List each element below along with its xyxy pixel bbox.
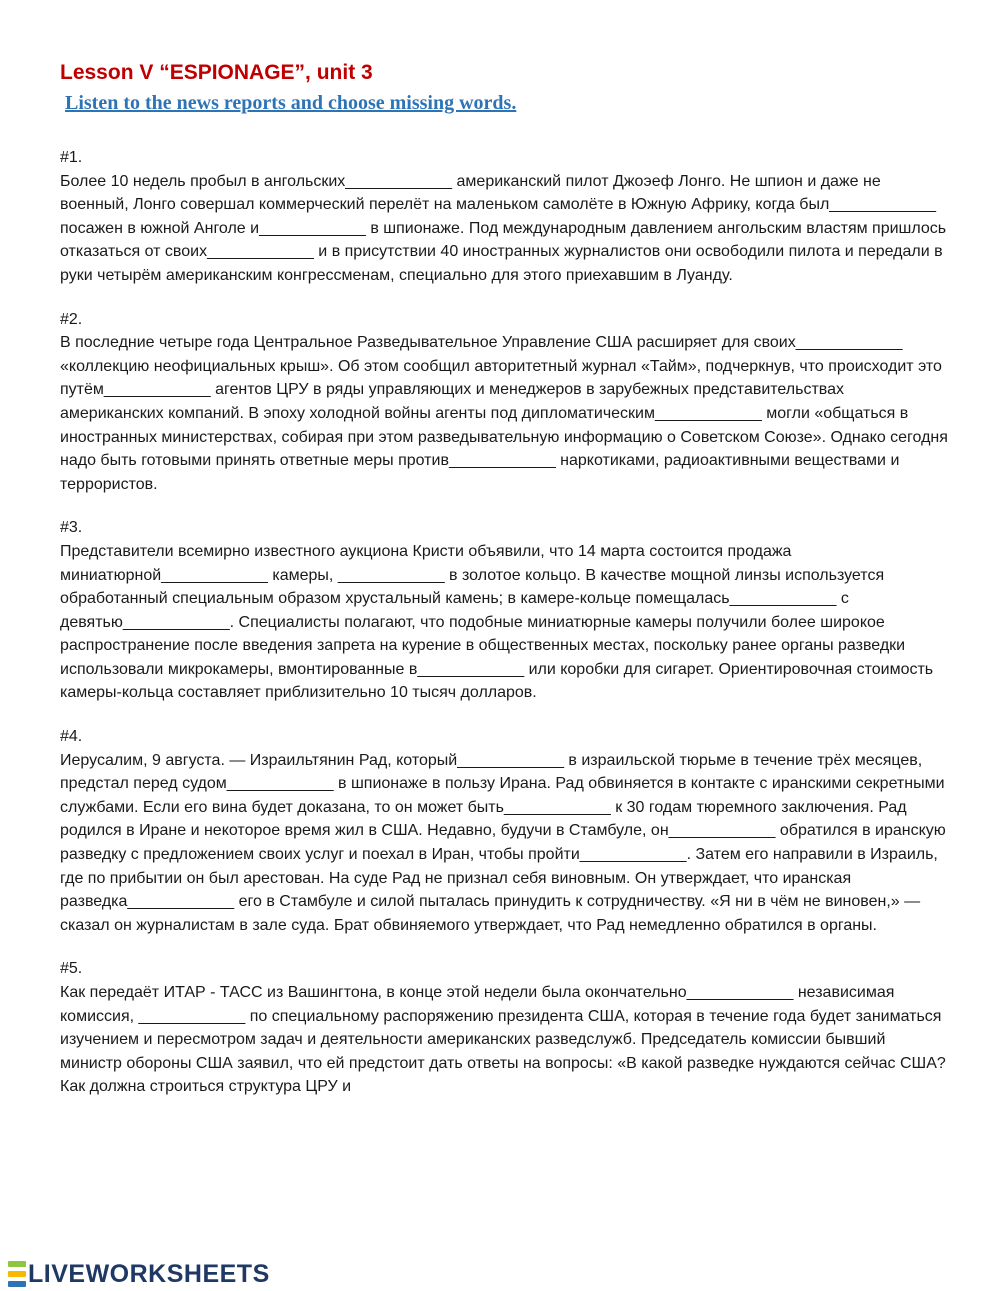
section-number: #3. bbox=[60, 519, 83, 537]
section-text: Представители всемирно известного аукциона Кристи объявили, что 14 марта состоится продажа миниатюрной____________ камеры, ____________ в золотое кольцо. В качестве мощной линзы используется обработанный специальным образом хрустальный камень; в камере-кольце помещалась____________ с девятью____________. Специалисты полагают, что подобные миниатюрные камеры получили более широкое распространение после введения запрета на курение в общественных местах, поскольку ранее органы разведки использовали микрокамеры, вмонтированные в____________ или коробки для сигарет. Ориентировочная стоимость камеры-кольца составляет приблизительно 10 тысяч долларов. bbox=[60, 542, 934, 702]
section-number: #4. bbox=[60, 728, 83, 746]
section-5 bbox=[60, 957, 950, 1099]
section-number: #2. bbox=[60, 310, 83, 328]
liveworksheets-icon bbox=[8, 1261, 26, 1287]
section-number: #1. bbox=[60, 149, 83, 166]
logo-text: LIVEWORKSHEETS bbox=[28, 1259, 270, 1288]
section-text: Как передаёт ИТАР - ТАСС из Вашингтона, в конце этой недели была окончательно____________ независимая комиссия, ____________ по специальному распоряжению президента США, которая в течение года будет заниматься изучением и пересмотром задач и деятельности американских разведслужб. Председатель комиссии бывший министр обороны США заявил, что ей предстоит дать ответы на вопросы: «В какой разведке нуждаются сейчас США? Как должна строиться структура ЦРУ и bbox=[60, 984, 946, 1096]
lesson-title: Lesson V “ESPIONAGE”, unit 3 bbox=[60, 61, 373, 84]
section-4 bbox=[60, 725, 950, 937]
section-1 bbox=[60, 146, 950, 288]
section-text: Иерусалим, 9 августа. — Израильтянин Рад, который____________ в израильской тюрьме в течение трёх месяцев, предстал перед судом____________ в шпионаже в пользу Ирана. Рад обвиняется в контакте с иранскими секретными службами. Если его вина будет доказана, то он может быть____________ к 30 годам тюремного заключения. Рад родился в Иране и некоторое время жил в США. Недавно, будучи в Стамбуле, он____________ обратился в иранскую разведку с предложением своих услуг и поехал в Иран, чтобы пройти____________. Затем его направили в Израиль, где по прибытии он был арестован. На суде Рад не признал себя виновным. Он утверждает, что иранская разведка____________ его в Стамбуле и силой пыталась принудить к сотрудничеству. «Я ни в чём не виновен,» — сказал он журналистам в зале суда. Брат обвиняемого утверждает, что Рад немедленно обратился в органы. bbox=[60, 751, 946, 934]
section-number: #5. bbox=[60, 960, 83, 978]
instructions-link[interactable]: Listen to the news reports and choose missing words. bbox=[65, 92, 517, 114]
liveworksheets-logo[interactable] bbox=[8, 1260, 270, 1288]
worksheet-page bbox=[60, 58, 950, 1099]
section-2 bbox=[60, 308, 950, 497]
section-text: Более 10 недель пробыл в ангольских____________ американский пилот Джоэеф Лонго. Не шпион и даже не военный, Лонго совершал коммерческий перелёт на маленьком самолёте в Южную Африку, когда был____________ посажен в южной Анголе и____________ в шпионаже. Под международным давлением ангольским властям пришлось отказаться от своих____________ и в присутствии 40 иностранных журналистов они освободили пилота и передали в руки четырём американским конгрессменам, специально для этого приехавшим в Луанду. bbox=[60, 172, 947, 284]
section-3 bbox=[60, 516, 950, 705]
section-text: В последние четыре года Центральное Разведывательное Управление США расширяет для своих____________ «коллекцию неофициальных крыш». Об этом сообщил авторитетный журнал «Тайм», подчеркнув, что происходит это путём____________ агентов ЦРУ в ряды управляющих и менеджеров в зарубежных представительствах американских компаний. В эпоху холодной войны агенты под дипломатическим____________ могли «общаться в иностранных министерствах, собирая при этом разведывательную информацию о Советском Союзе». Однако сегодня надо быть готовыми принять ответные меры против____________ наркотиками, радиоактивными веществами и террористов. bbox=[60, 334, 948, 493]
